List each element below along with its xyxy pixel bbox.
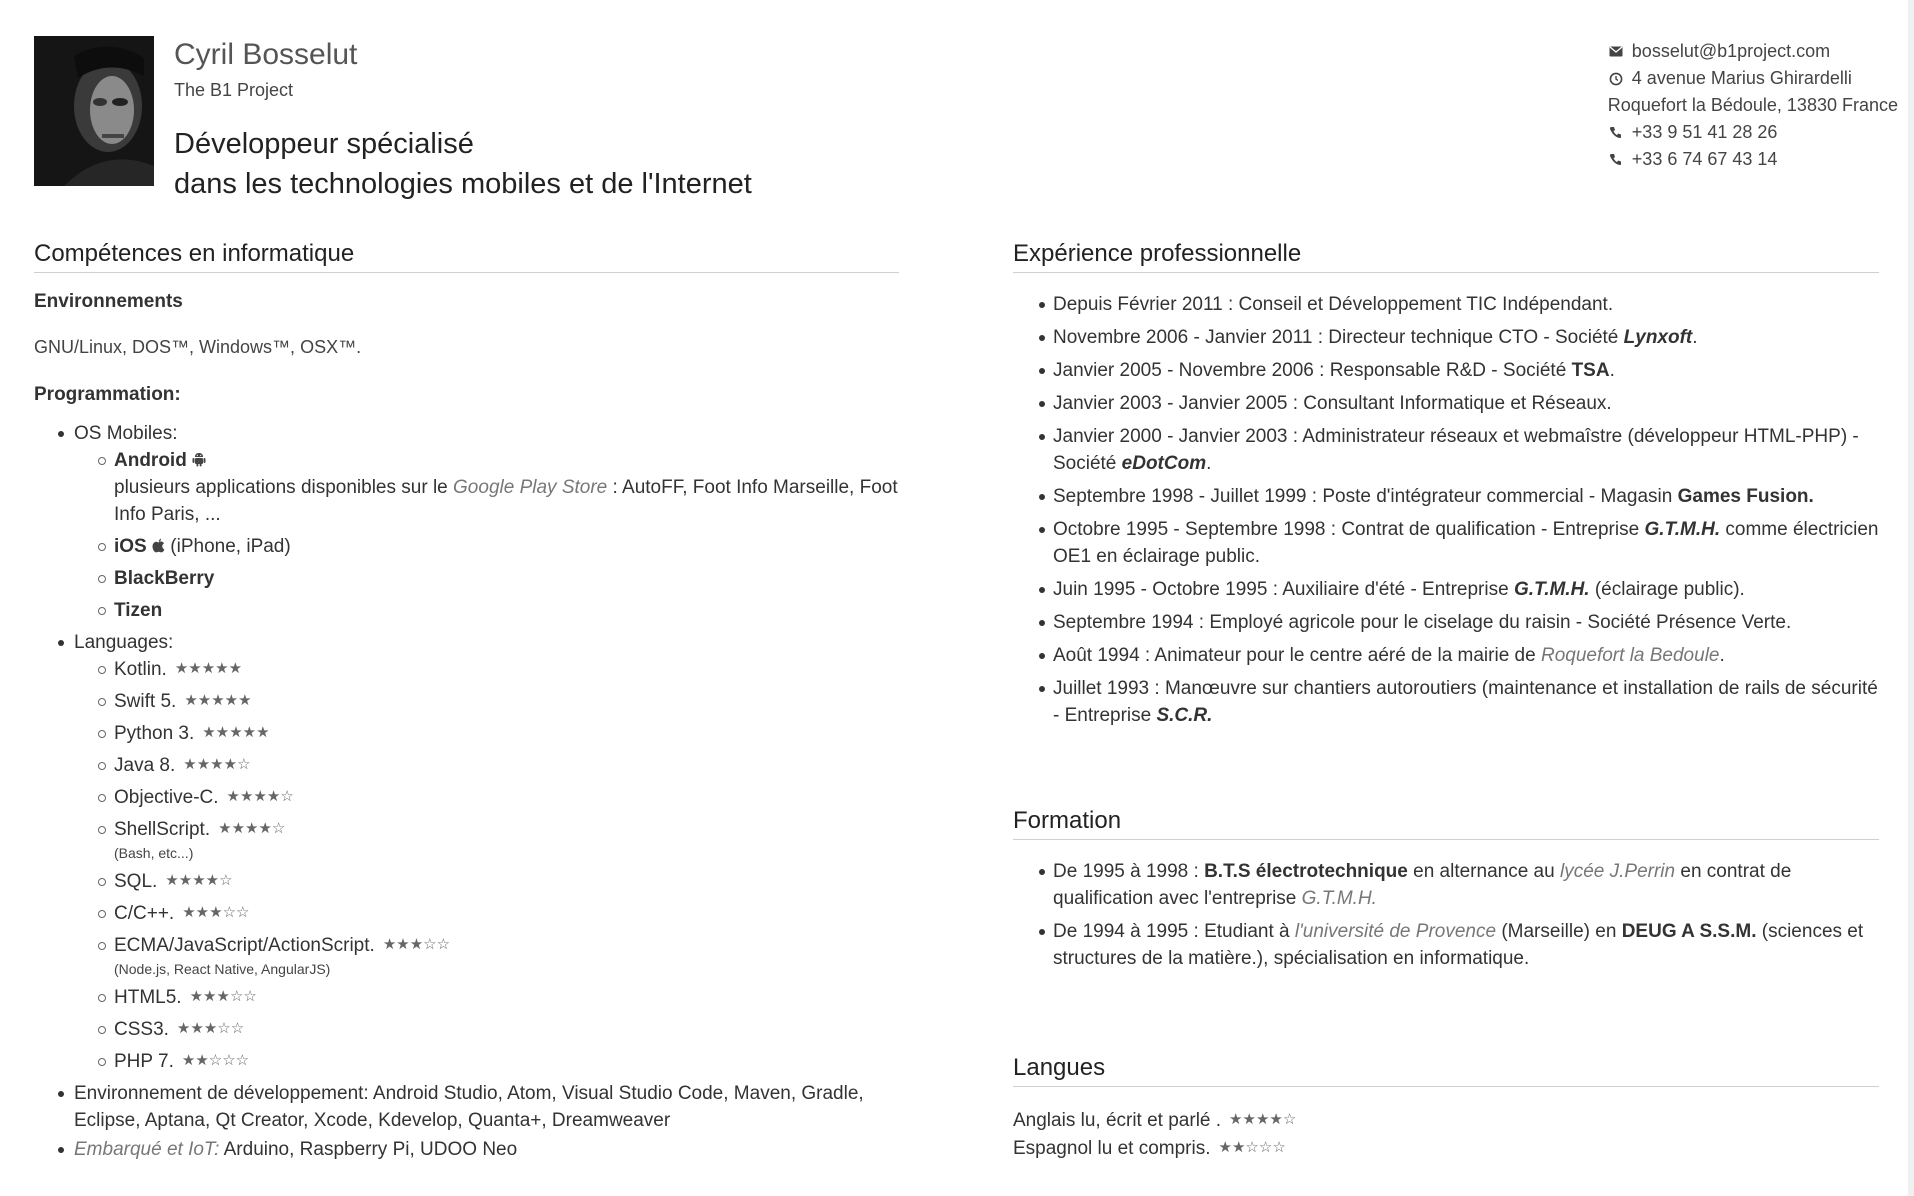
- list-item: [1039, 609, 1879, 636]
- list-item-ios: [98, 533, 899, 560]
- rating-stars: [182, 905, 249, 920]
- star-empty-icon: ☆: [436, 936, 451, 954]
- star-filled-icon: ★: [210, 756, 224, 774]
- contact-phone-1[interactable]: +33 9 51 41 28 26: [1631, 122, 1778, 142]
- mobile-os-list: [98, 447, 899, 624]
- list-item: [1039, 516, 1879, 570]
- list-item: [1039, 576, 1879, 603]
- experience-list: [1039, 291, 1879, 729]
- experience-text: Septembre 1998 - Juillet 1999 : Poste d'intégrateur commercial - Magasin: [1053, 486, 1678, 507]
- profile-photo-image: [34, 36, 154, 186]
- star-empty-icon: ☆: [271, 820, 286, 838]
- phone-icon: [1608, 126, 1624, 139]
- star-empty-icon: ☆: [217, 1020, 231, 1038]
- headline-line-1: Développeur spécialisé: [174, 128, 474, 160]
- list-item: [98, 900, 899, 927]
- star-empty-icon: ☆: [243, 988, 257, 1006]
- star-filled-icon: ★: [197, 692, 212, 710]
- list-item: [1039, 675, 1879, 729]
- experience-entity: TSA: [1571, 360, 1610, 381]
- language-name: HTML5.: [114, 987, 182, 1008]
- star-filled-icon: ★: [224, 692, 239, 710]
- contact-address-row: [1608, 65, 1898, 92]
- language-name: SQL.: [114, 871, 158, 892]
- experience-text: Janvier 2003 - Janvier 2005 : Consultant Informatique et Réseaux.: [1053, 393, 1612, 414]
- star-empty-icon: ☆: [423, 936, 437, 954]
- star-filled-icon: ★: [396, 936, 410, 954]
- language-name: Python 3.: [114, 723, 195, 744]
- list-item: [98, 1048, 899, 1075]
- language-name: Swift 5.: [114, 691, 177, 712]
- list-item: [1039, 324, 1879, 351]
- experience-text: Novembre 2006 - Janvier 2011 : Directeur technique CTO - Société: [1053, 327, 1624, 348]
- star-filled-icon: ★: [382, 936, 397, 954]
- list-item: [98, 1016, 899, 1043]
- list-item: [98, 932, 899, 979]
- star-filled-icon: ★: [216, 988, 230, 1006]
- contact-address-row-2: [1608, 92, 1898, 119]
- language-name: Java 8.: [114, 755, 176, 776]
- experience-suffix: .: [1206, 453, 1212, 474]
- education-title: Formation: [1013, 807, 1879, 840]
- star-filled-icon: ★: [190, 1020, 204, 1038]
- star-filled-icon: ★: [223, 756, 238, 774]
- star-filled-icon: ★: [242, 724, 257, 742]
- rating-stars: [165, 873, 232, 888]
- star-filled-icon: ★: [184, 692, 198, 710]
- languages-section-title: Langues: [1013, 1054, 1879, 1087]
- dev-environment-label: Environnement de développement:: [74, 1083, 369, 1104]
- star-filled-icon: ★: [258, 820, 272, 838]
- embedded-label: Embarqué et IoT:: [74, 1139, 220, 1160]
- programming-list: [58, 420, 899, 1163]
- star-filled-icon: ★: [192, 872, 206, 890]
- rating-stars: [184, 693, 251, 708]
- experience-suffix: .: [1719, 645, 1725, 666]
- language-name: ECMA/JavaScript/ActionScript.: [114, 935, 375, 956]
- language-name: Kotlin.: [114, 659, 167, 680]
- rating-stars: [383, 937, 450, 952]
- education-item-bts: [1039, 858, 1879, 912]
- star-filled-icon: ★: [188, 660, 202, 678]
- list-item: [1039, 483, 1879, 510]
- education-2-text: (Marseille) en: [1496, 921, 1622, 942]
- rating-stars: [183, 757, 250, 772]
- star-filled-icon: ★: [178, 872, 193, 890]
- star-empty-icon: ☆: [1272, 1139, 1286, 1157]
- language-name: C/C++.: [114, 903, 175, 924]
- ios-label: iOS: [114, 536, 147, 557]
- experience-suffix: comme électricien OE1 en éclairage public.: [1053, 519, 1879, 567]
- person-name: Cyril Bosselut: [174, 38, 358, 71]
- star-empty-icon: ☆: [222, 904, 237, 922]
- experience-entity: Games Fusion.: [1677, 486, 1814, 507]
- star-filled-icon: ★: [409, 936, 424, 954]
- list-item-android: [98, 447, 899, 528]
- envelope-icon: [1608, 46, 1624, 57]
- education-1-text: en alternance au: [1407, 861, 1560, 882]
- education-2-school: l'université de Provence: [1294, 921, 1497, 942]
- education-item-deug: [1039, 918, 1879, 972]
- experience-entity: S.C.R.: [1156, 705, 1213, 726]
- language-name: PHP 7.: [114, 1051, 174, 1072]
- star-filled-icon: ★: [218, 820, 232, 838]
- contact-email[interactable]: bosselut@b1project.com: [1631, 41, 1831, 61]
- spoken-language-text: Espagnol lu et compris.: [1013, 1138, 1211, 1159]
- rating-stars: [175, 661, 242, 676]
- list-item: [1039, 642, 1879, 669]
- experience-suffix: .: [1609, 360, 1615, 381]
- star-filled-icon: ★: [228, 660, 243, 678]
- list-item: [1039, 423, 1879, 477]
- contact-address-line-2: Roquefort la Bédoule, 13830 France: [1607, 95, 1898, 115]
- star-filled-icon: ★: [1255, 1111, 1270, 1129]
- star-filled-icon: ★: [203, 1020, 218, 1038]
- education-2-degree: DEUG A S.S.M.: [1621, 921, 1757, 942]
- list-item: [98, 784, 899, 811]
- skills-title: Compétences en informatique: [34, 240, 899, 273]
- experience-entity: Roquefort la Bedoule: [1540, 645, 1720, 666]
- star-empty-icon: ☆: [236, 904, 250, 922]
- star-filled-icon: ★: [1218, 1139, 1232, 1157]
- education-1-text-2: en contrat de qualification avec l'entreprise: [1053, 861, 1792, 909]
- star-filled-icon: ★: [205, 872, 220, 890]
- rating-stars: [202, 725, 269, 740]
- list-item: [98, 656, 899, 683]
- star-filled-icon: ★: [245, 820, 259, 838]
- android-icon: [192, 450, 206, 471]
- education-list: [1039, 858, 1879, 972]
- star-filled-icon: ★: [182, 904, 196, 922]
- star-filled-icon: ★: [229, 724, 243, 742]
- star-filled-icon: ★: [209, 904, 223, 922]
- spoken-language-text: Anglais lu, écrit et parlé .: [1013, 1110, 1222, 1131]
- experience-entity: Lynxoft: [1623, 327, 1693, 348]
- star-filled-icon: ★: [256, 724, 270, 742]
- star-filled-icon: ★: [202, 724, 216, 742]
- rating-stars: [1229, 1112, 1296, 1127]
- star-filled-icon: ★: [226, 788, 240, 806]
- experience-entity: G.T.M.H.: [1513, 579, 1590, 600]
- star-filled-icon: ★: [183, 756, 197, 774]
- languages-list: [98, 656, 899, 1075]
- star-empty-icon: ☆: [1245, 1139, 1259, 1157]
- rating-stars: [227, 789, 294, 804]
- languages-label: Languages:: [74, 632, 174, 653]
- star-filled-icon: ★: [239, 788, 254, 806]
- star-filled-icon: ★: [1229, 1111, 1243, 1129]
- list-item: [1013, 1107, 1879, 1135]
- star-empty-icon: ☆: [1282, 1111, 1297, 1129]
- list-item: [1039, 390, 1879, 417]
- experience-suffix: (éclairage public).: [1589, 579, 1745, 600]
- star-filled-icon: ★: [203, 988, 217, 1006]
- star-filled-icon: ★: [165, 872, 179, 890]
- star-filled-icon: ★: [215, 660, 229, 678]
- star-empty-icon: ☆: [230, 1020, 245, 1038]
- education-2-date: De 1994 à 1995 : Etudiant à: [1053, 921, 1295, 942]
- star-empty-icon: ☆: [222, 1052, 236, 1070]
- education-1-degree: B.T.S électrotechnique: [1204, 861, 1408, 882]
- star-empty-icon: ☆: [208, 1052, 223, 1070]
- list-item: [98, 868, 899, 895]
- star-filled-icon: ★: [196, 756, 211, 774]
- contact-block: [1608, 38, 1898, 173]
- star-empty-icon: ☆: [219, 872, 233, 890]
- star-filled-icon: ★: [1269, 1111, 1283, 1129]
- list-item-blackberry: [98, 565, 899, 592]
- star-empty-icon: ☆: [237, 756, 251, 774]
- contact-address-line-1: 4 avenue Marius Ghirardelli: [1631, 68, 1852, 88]
- tizen-label: Tizen: [114, 600, 163, 621]
- star-filled-icon: ★: [231, 820, 246, 838]
- star-filled-icon: ★: [253, 788, 267, 806]
- language-name: ShellScript.: [114, 819, 211, 840]
- star-filled-icon: ★: [176, 1020, 191, 1038]
- skills-column: [34, 240, 899, 1165]
- contact-phone-row-2[interactable]: [1608, 146, 1898, 173]
- list-item-languages: [58, 629, 899, 1075]
- experience-entity: eDotCom: [1121, 453, 1207, 474]
- experience-text: Depuis Février 2011 : Conseil et Développement TIC Indépendant.: [1053, 294, 1614, 315]
- company-name: The B1 Project: [174, 80, 294, 100]
- list-item: [1013, 1135, 1879, 1163]
- list-item: [98, 720, 899, 747]
- education-1-company: G.T.M.H.: [1301, 888, 1377, 909]
- android-apps-text: : AutoFF, Foot Info Marseille, Foot Info Paris, ...: [114, 477, 898, 525]
- list-item: [1039, 291, 1879, 318]
- star-filled-icon: ★: [1231, 1139, 1246, 1157]
- contact-phone-2[interactable]: +33 6 74 67 43 14: [1631, 149, 1778, 169]
- apple-icon: [152, 536, 170, 557]
- star-filled-icon: ★: [238, 692, 252, 710]
- vertical-scrollbar[interactable]: [1908, 0, 1914, 1196]
- spoken-languages-list: [1013, 1107, 1879, 1163]
- android-description: [114, 474, 899, 528]
- contact-phone-row-1[interactable]: [1608, 119, 1898, 146]
- clock-pin-icon: [1608, 72, 1624, 86]
- star-empty-icon: ☆: [1258, 1139, 1273, 1157]
- contact-email-row[interactable]: [1608, 38, 1898, 65]
- headline-line-2: dans les technologies mobiles et de l'Internet: [174, 168, 752, 200]
- star-filled-icon: ★: [1242, 1111, 1256, 1129]
- list-item-mobile-os: [58, 420, 899, 624]
- rating-stars: [218, 821, 285, 836]
- education-2-text-2: (sciences et structures de la matière.), spécialisation en informatique.: [1053, 921, 1864, 969]
- experience-text: Janvier 2000 - Janvier 2003 : Administrateur réseaux et webmaîstre (développeur HTML-PHP) - Société: [1053, 426, 1859, 474]
- list-item: [98, 752, 899, 779]
- list-item-dev-environment: [58, 1080, 899, 1134]
- list-item: [98, 816, 899, 863]
- star-filled-icon: ★: [215, 724, 230, 742]
- blackberry-label: BlackBerry: [114, 568, 215, 589]
- experience-text: Octobre 1995 - Septembre 1998 : Contrat de qualification - Entreprise: [1053, 519, 1645, 540]
- experience-entity: G.T.M.H.: [1644, 519, 1721, 540]
- star-empty-icon: ☆: [280, 788, 294, 806]
- dev-environment-text: Android Studio, Atom, Visual Studio Code, Maven, Gradle, Eclipse, Aptana, Qt Creator, Xcode, Kdevelop, Quanta+, Dreamweaver: [74, 1083, 864, 1131]
- star-empty-icon: ☆: [229, 988, 244, 1006]
- star-empty-icon: ☆: [235, 1052, 250, 1070]
- language-name: Objective-C.: [114, 787, 219, 808]
- programming-title: Programmation:: [34, 384, 181, 405]
- experience-text: Juin 1995 - Octobre 1995 : Auxiliaire d'été - Entreprise: [1053, 579, 1514, 600]
- experience-text: Août 1994 : Animateur pour le centre aéré de la mairie de: [1053, 645, 1541, 666]
- environments-text: GNU/Linux, DOS™, Windows™, OSX™.: [34, 337, 362, 357]
- experience-column: [1013, 240, 1879, 1163]
- language-name: CSS3.: [114, 1019, 169, 1040]
- rating-stars: [177, 1021, 244, 1036]
- profile-photo: [34, 36, 154, 186]
- experience-text: Juillet 1993 : Manœuvre sur chantiers autoroutiers (maintenance et installation de rails de sécurité - Entreprise: [1053, 678, 1878, 726]
- star-filled-icon: ★: [189, 988, 204, 1006]
- list-item: [98, 688, 899, 715]
- headline: [174, 124, 752, 204]
- android-desc-text: plusieurs applications disponibles sur le: [114, 477, 454, 498]
- list-item-tizen: [98, 597, 899, 624]
- star-filled-icon: ★: [174, 660, 189, 678]
- star-filled-icon: ★: [266, 788, 281, 806]
- rating-stars: [1219, 1140, 1286, 1155]
- star-filled-icon: ★: [211, 692, 225, 710]
- android-label: Android: [114, 450, 187, 471]
- star-filled-icon: ★: [181, 1052, 196, 1070]
- language-note: (Node.js, React Native, AngularJS): [114, 961, 331, 977]
- list-item-embedded: [58, 1136, 899, 1163]
- ios-description: (iPhone, iPad): [170, 536, 291, 557]
- mobile-os-label: OS Mobiles:: [74, 423, 178, 444]
- experience-text: Septembre 1994 : Employé agricole pour le ciselage du raisin - Société Présence Verte.: [1053, 612, 1792, 633]
- education-1-school: lycée J.Perrin: [1559, 861, 1676, 882]
- list-item: [98, 984, 899, 1011]
- star-filled-icon: ★: [195, 904, 210, 922]
- list-item: [1039, 357, 1879, 384]
- experience-suffix: .: [1692, 327, 1698, 348]
- rating-stars: [190, 989, 257, 1004]
- embedded-text: Arduino, Raspberry Pi, UDOO Neo: [219, 1139, 518, 1160]
- experience-title: Expérience professionnelle: [1013, 240, 1879, 273]
- language-note: (Bash, etc...): [114, 845, 194, 861]
- education-1-date: De 1995 à 1998 :: [1053, 861, 1205, 882]
- star-filled-icon: ★: [201, 660, 216, 678]
- google-play-store-link[interactable]: Google Play Store: [453, 477, 608, 498]
- star-filled-icon: ★: [195, 1052, 209, 1070]
- rating-stars: [182, 1053, 249, 1068]
- environments-title: Environnements: [34, 291, 183, 312]
- experience-text: Janvier 2005 - Novembre 2006 : Responsable R&D - Société: [1053, 360, 1572, 381]
- phone-icon: [1608, 153, 1624, 166]
